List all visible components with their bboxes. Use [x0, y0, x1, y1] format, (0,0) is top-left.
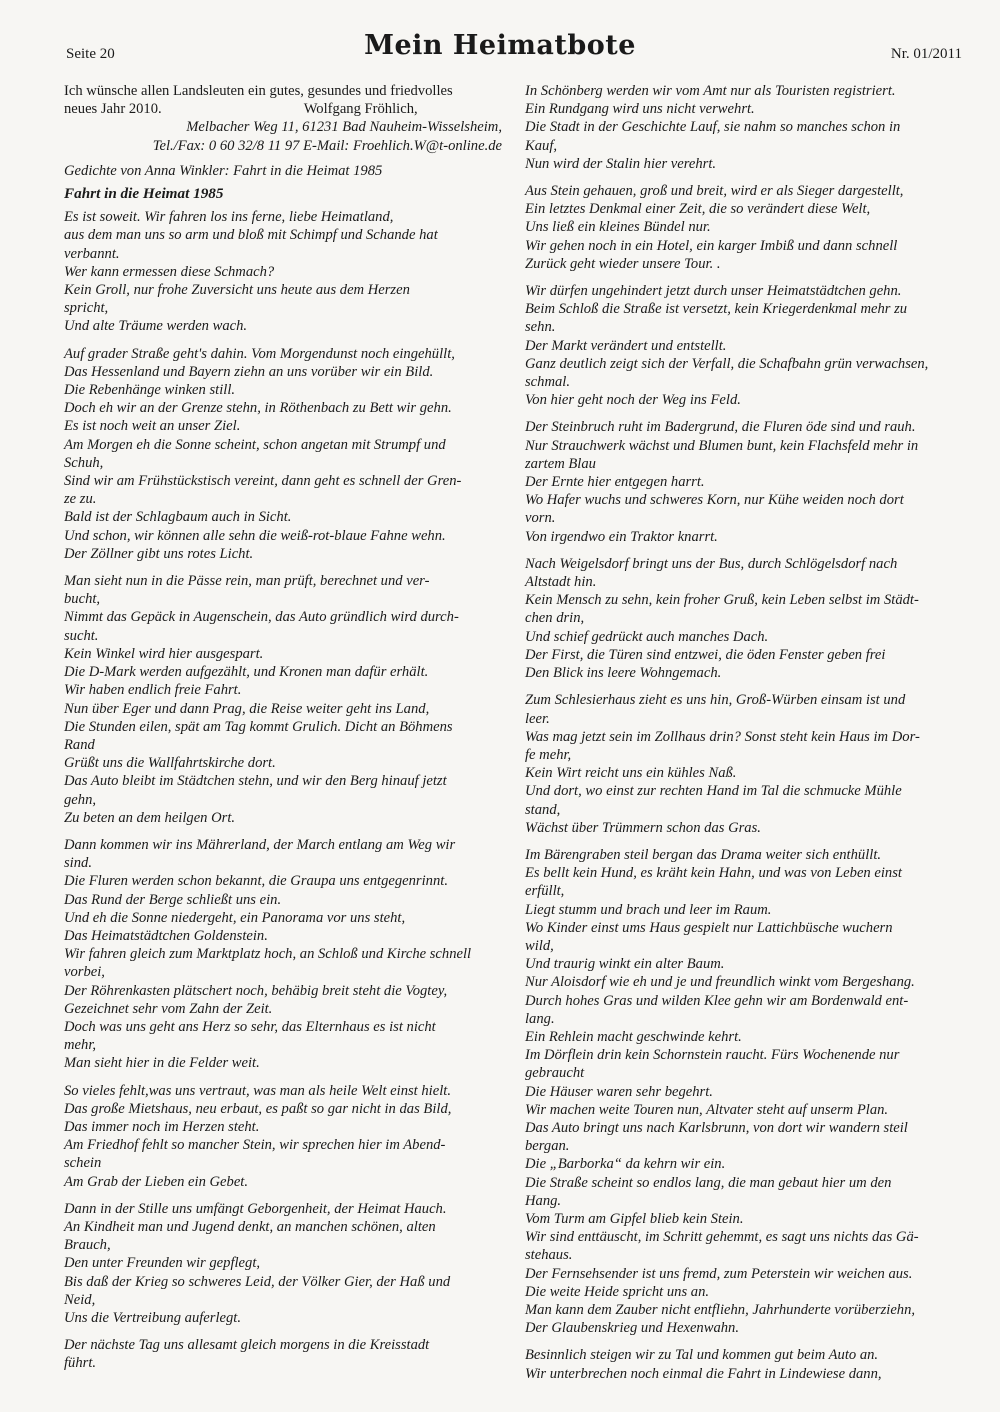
poem-line: chen drin,	[525, 610, 585, 627]
poem-line: Ein letztes Denkmal einer Zeit, die so verändert diese Welt,	[525, 201, 871, 218]
poem-line: Nur Aloisdorf wie eh und je und freundlich winkt vom Bergeshang.	[525, 974, 915, 991]
poem-line: Der Markt verändert und entstellt.	[525, 337, 727, 354]
poem-line: zartem Blau	[525, 455, 596, 472]
poem-line: Nun über Eger und dann Prag, die Reise weiter geht ins Land,	[64, 700, 430, 717]
poem-stanza	[525, 82, 963, 173]
poem-line: Ganz deutlich zeigt sich der Verfall, die Schafbahn grün verwachsen,	[525, 355, 929, 372]
poem-stanza	[64, 208, 502, 335]
poem-line: Am Morgen eh die Sonne scheint, schon angetan mit Strumpf und	[64, 436, 446, 453]
poem-title: Fahrt in die Heimat 1985	[64, 185, 224, 203]
poem-line: Am Friedhof fehlt so mancher Stein, wir sprechen hier im Abend-	[64, 1137, 446, 1154]
poem-line: Sind wir am Frühstückstisch vereint, dann geht es schnell der Gren-	[64, 473, 462, 490]
poem-line: Was mag jetzt sein im Zollhaus drin? Sonst steht kein Haus im Dor-	[525, 728, 920, 745]
poem-line: Kein Wirt reicht uns ein kühles Naß.	[525, 765, 737, 782]
poem-line: Und eh die Sonne niedergeht, ein Panorama vor uns steht,	[64, 909, 406, 926]
poem-line: Wir fahren gleich zum Marktplatz hoch, an Schloß und Kirche schnell	[64, 946, 472, 963]
poem-line: Hang.	[525, 1192, 562, 1209]
poem-line: leer.	[525, 710, 550, 727]
poem-line: Im Dörflein drin kein Schornstein raucht. Fürs Wochenende nur	[525, 1047, 900, 1064]
poem-line: Man sieht hier in die Felder weit.	[64, 1055, 260, 1072]
issue-number: Nr. 01/2011	[890, 46, 962, 62]
poem-stanza	[525, 555, 963, 682]
poem-line: sind.	[64, 855, 92, 872]
poem-line: Uns die Vertreibung auferlegt.	[64, 1310, 241, 1326]
poem-line: Dann kommen wir ins Mährerland, der March entlang am Weg wir	[64, 836, 456, 853]
poem-line: Grüßt uns die Wallfahrtskirche dort.	[64, 755, 276, 772]
poem-line: Das immer noch im Herzen steht.	[64, 1118, 260, 1135]
poem-line: Es bellt kein Hund, es kräht kein Hahn, und was von Leben einst	[525, 865, 902, 882]
poem-line: Wo Hafer wuchs und schweres Korn, nur Kühe weiden noch dort	[525, 492, 904, 509]
poem-line: schmal.	[525, 374, 570, 391]
poem-line: gebraucht	[525, 1065, 585, 1082]
poem-line: Der First, die Türen sind entzwei, die öden Fenster geben frei	[525, 646, 886, 663]
poem-line: Die Straße scheint so endlos lang, die man gebaut hier um den	[525, 1174, 892, 1191]
poem-line: vorbei,	[64, 964, 105, 981]
poem-stanza	[64, 572, 502, 827]
poem-line: Vom Turm am Gipfel blieb kein Stein.	[525, 1210, 744, 1227]
poem-line: Doch was uns geht ans Herz so sehr, das Elternhaus es ist nicht	[64, 1018, 436, 1035]
poem-line: Wir haben endlich freie Fahrt.	[64, 682, 242, 699]
poem-line: In Schönberg werden wir vom Amt nur als Touristen registriert.	[525, 83, 896, 99]
poem-stanza	[64, 1336, 502, 1372]
poem-line: Und schief gedrückt auch manches Dach.	[525, 628, 769, 645]
poem-line: aus dem man uns so arm und bloß mit Schimpf und Schande hat	[64, 227, 438, 244]
poem-line: Im Bärengraben steil bergan das Drama weiter sich enthüllt.	[525, 846, 882, 863]
poem-line: führt.	[64, 1355, 97, 1372]
poem-line: Ein Rehlein macht geschwinde kehrt.	[525, 1028, 742, 1045]
poem-stanza	[64, 1082, 502, 1191]
poem-line: Durch hohes Gras und wilden Klee gehn wir am Bordenwald ent-	[525, 992, 909, 1009]
poem-line: stand,	[525, 801, 561, 818]
poem-line: verbannt.	[64, 245, 120, 262]
poem-line: Auf grader Straße geht's dahin. Vom Morgendunst noch eingehüllt,	[64, 345, 455, 362]
poem-left-stanzas	[64, 208, 502, 1372]
poem-line: Der Glaubenskrieg und Hexenwahn.	[525, 1320, 739, 1337]
poem-stanza	[525, 1346, 963, 1382]
poem-stanza	[525, 418, 963, 545]
intro-line: Melbacher Weg 11, 61231 Bad Nauheim-Wisselsheim,	[186, 119, 502, 136]
poem-line: Die Stunden eilen, spät am Tag kommt Grulich. Dicht an Böhmens	[64, 718, 453, 735]
poem-line: Das Heimatstädtchen Goldenstein.	[64, 927, 268, 944]
poem-line: Nun wird der Stalin hier verehrt.	[525, 155, 717, 172]
poem-line: stehaus.	[525, 1247, 573, 1264]
poem-line: bucht,	[64, 591, 101, 608]
poem-line: Wer kann ermessen diese Schmach?	[64, 263, 275, 280]
poem-line: ze zu.	[64, 491, 97, 508]
poem-line: Wir unterbrechen noch einmal die Fahrt in Lindewiese dann,	[525, 1365, 882, 1382]
intro-paragraph	[64, 82, 502, 155]
poem-line: Von hier geht noch der Weg ins Feld.	[525, 392, 741, 409]
poem-line: Man sieht nun in die Pässe rein, man prüft, berechnet und ver-	[64, 573, 430, 590]
poem-line: Das große Mietshaus, neu erbaut, es paßt so gar nicht in das Bild,	[64, 1100, 452, 1117]
poem-line: Nach Weigelsdorf bringt uns der Bus, durch Schlögelsdorf nach	[525, 555, 898, 572]
poem-line: Neid,	[64, 1291, 96, 1308]
poem-line: Die Rebenhänge winken still.	[64, 382, 236, 399]
poem-line: Schuh,	[64, 454, 104, 471]
poem-line: fe mehr,	[525, 746, 572, 763]
poem-line: Wir dürfen ungehindert jetzt durch unser Heimatstädtchen gehn.	[525, 283, 902, 300]
page-number: Seite 20	[66, 46, 115, 62]
poem-line: Bis daß der Krieg so schweres Leid, der Völker Gier, der Haß und	[64, 1273, 451, 1290]
poem-line: mehr,	[64, 1037, 97, 1054]
poem-line: gehn,	[64, 791, 97, 808]
poem-line: Dann in der Stille uns umfängt Geborgenheit, der Heimat Hauch.	[64, 1200, 447, 1217]
masthead-logo: Mein Heimatbote	[364, 30, 636, 61]
poem-line: Kauf,	[525, 137, 558, 154]
poem-line: Nimmt das Gepäck in Augenschein, das Auto gründlich wird durch-	[64, 609, 459, 626]
poem-right-stanzas	[525, 82, 963, 1383]
poem-line: Rand	[64, 736, 95, 753]
poem-stanza	[64, 345, 502, 563]
poem-line: Wir gehen noch in ein Hotel, ein karger Imbiß und dann schnell	[525, 237, 898, 254]
poem-stanza	[525, 182, 963, 273]
poem-stanza	[525, 282, 963, 409]
poem-line: Aus Stein gehauen, groß und breit, wird er als Sieger dargestellt,	[525, 183, 904, 200]
poem-line: erfüllt,	[525, 883, 565, 900]
poem-line: Brauch,	[64, 1237, 111, 1254]
left-column	[64, 82, 502, 1382]
poem-line: Es ist noch weit an unser Ziel.	[64, 418, 241, 435]
poem-line: Und dort, wo einst zur rechten Hand im Tal die schmucke Mühle	[525, 783, 902, 800]
poem-line: Beim Schloß die Straße ist versetzt, kein Kriegerdenkmal mehr zu	[525, 301, 908, 318]
poem-line: Den Blick ins leere Wohngemach.	[525, 665, 722, 682]
poem-line: Zum Schlesierhaus zieht es uns hin, Groß-Würben einsam ist und	[525, 692, 906, 709]
poem-line: Ein Rundgang wird uns nicht verwehrt.	[525, 101, 755, 118]
poem-line: Bald ist der Schlagbaum auch in Sicht.	[64, 509, 292, 526]
poem-line: Und traurig winkt ein alter Baum.	[525, 956, 725, 973]
poem-stanza	[64, 836, 502, 1073]
poem-line: Und alte Träume werden wach.	[64, 318, 248, 335]
poem-line: So vieles fehlt,was uns vertraut, was man als heile Welt einst hielt.	[64, 1082, 451, 1099]
poem-line: Kein Groll, nur frohe Zuversicht uns heute aus dem Herzen	[64, 282, 410, 299]
poem-line: sehn.	[525, 319, 556, 336]
poem-stanza	[525, 846, 963, 1337]
poem-line: vorn.	[525, 510, 556, 527]
poem-line: Das Auto bringt uns nach Karlsbrunn, von dort wir wandern steil	[525, 1119, 908, 1136]
poem-line: Die D-Mark werden aufgezählt, und Kronen man dafür erhält.	[64, 664, 429, 681]
poem-line: Der Fernsehsender ist uns fremd, zum Peterstein wir weichen aus.	[525, 1265, 913, 1282]
poem-line: Das Hessenland und Bayern ziehn an uns vorüber wir ein Bild.	[64, 363, 434, 380]
poem-line: Kein Mensch zu sehn, kein froher Gruß, kein Leben selbst im Städt-	[525, 592, 919, 609]
poem-line: Man kann dem Zauber nicht entfliehn, Jahrhunderte vorüberziehn,	[525, 1302, 916, 1318]
poem-line: Der Zöllner gibt uns rotes Licht.	[64, 545, 254, 562]
poem-line: Der Steinbruch ruht im Badergrund, die Fluren öde sind und rauh.	[525, 419, 916, 436]
poem-line: bergan.	[525, 1138, 570, 1155]
poem-line: Zu beten an dem heilgen Ort.	[64, 809, 236, 826]
poem-line: Und schon, wir können alle sehn die weiß-rot-blaue Fahne wehn.	[64, 527, 446, 544]
poem-line: Altstadt hin.	[525, 574, 597, 591]
poem-line: Den unter Freunden wir gepflegt,	[64, 1255, 261, 1272]
poem-stanza	[525, 691, 963, 837]
poem-line: Besinnlich steigen wir zu Tal und kommen gut beim Auto an.	[525, 1347, 879, 1364]
poem-line: schein	[64, 1155, 102, 1172]
poem-line: Der nächste Tag uns allesamt gleich morgens in die Kreisstadt	[64, 1337, 430, 1354]
poem-line: Das Rund der Berge schließt uns ein.	[64, 891, 282, 908]
intro-line: Ich wünsche allen Landsleuten ein gutes, gesundes und friedvolles	[64, 83, 453, 99]
poem-line: Die Stadt in der Geschichte Lauf, sie nahm so manches schon in	[525, 119, 901, 136]
poem-line: Die „Barborka“ da kehrn wir ein.	[525, 1156, 726, 1173]
poem-line: Das Auto bleibt im Städtchen stehn, und wir den Berg hinauf jetzt	[64, 773, 447, 790]
poem-line: Gezeichnet sehr vom Zahn der Zeit.	[64, 1000, 273, 1017]
poem-line: Doch eh wir an der Grenze stehn, in Röthenbach zu Bett wir gehn.	[64, 400, 452, 417]
poem-line: lang.	[525, 1010, 555, 1027]
poem-line: Kein Winkel wird hier ausgespart.	[64, 645, 264, 662]
poem-line: Nur Strauchwerk wächst und Blumen bunt, kein Flachsfeld mehr in	[525, 437, 919, 454]
poem-line: wild,	[525, 937, 554, 954]
poem-stanza	[64, 1200, 502, 1327]
poem-line: Es ist soweit. Wir fahren los ins ferne, liebe Heimatland,	[64, 209, 394, 226]
poem-line: Zurück geht wieder unsere Tour. .	[525, 255, 721, 272]
poem-line: Der Ernte hier entgegen harrt.	[525, 474, 705, 491]
intro-line: neues Jahr 2010. Wolfgang Fröhlich,	[64, 101, 418, 118]
poem-line: An Kindheit man und Jugend denkt, an manchen schönen, alten	[64, 1218, 436, 1235]
poem-line: Wo Kinder einst ums Haus gespielt nur Lattichbüsche wuchern	[525, 919, 893, 936]
poem-line: Liegt stumm und brach und leer im Raum.	[525, 901, 772, 918]
poem-line: Wir machen weite Touren nun, Altvater steht auf unserm Plan.	[525, 1101, 889, 1118]
poem-line: Uns ließ ein kleines Bündel nur.	[525, 219, 711, 236]
poem-credit: Gedichte von Anna Winkler: Fahrt in die Heimat 1985	[64, 162, 383, 179]
poem-line: Die Fluren werden schon bekannt, die Graupa uns entgegenrinnt.	[64, 873, 448, 890]
poem-line: sucht.	[64, 627, 99, 644]
poem-line: Die weite Heide spricht uns an.	[525, 1283, 710, 1300]
poem-line: Wir sind enttäuscht, im Schritt gehemmt, es sagt uns nichts das Gä-	[525, 1229, 919, 1246]
poem-line: Der Röhrenkasten plätschert noch, behäbig breit steht die Vogtey,	[64, 982, 448, 999]
intro-line: Tel./Fax: 0 60 32/8 11 97 E-Mail: Froehlich.W@t-online.de	[152, 137, 502, 154]
poem-line: Die Häuser waren sehr begehrt.	[525, 1083, 713, 1100]
poem-line: spricht,	[64, 300, 109, 317]
poem-line: Am Grab der Lieben ein Gebet.	[64, 1173, 249, 1190]
right-column	[525, 82, 963, 1392]
poem-line: Wächst über Trümmern schon das Gras.	[525, 819, 761, 836]
poem-line: Von irgendwo ein Traktor knarrt.	[525, 528, 718, 545]
